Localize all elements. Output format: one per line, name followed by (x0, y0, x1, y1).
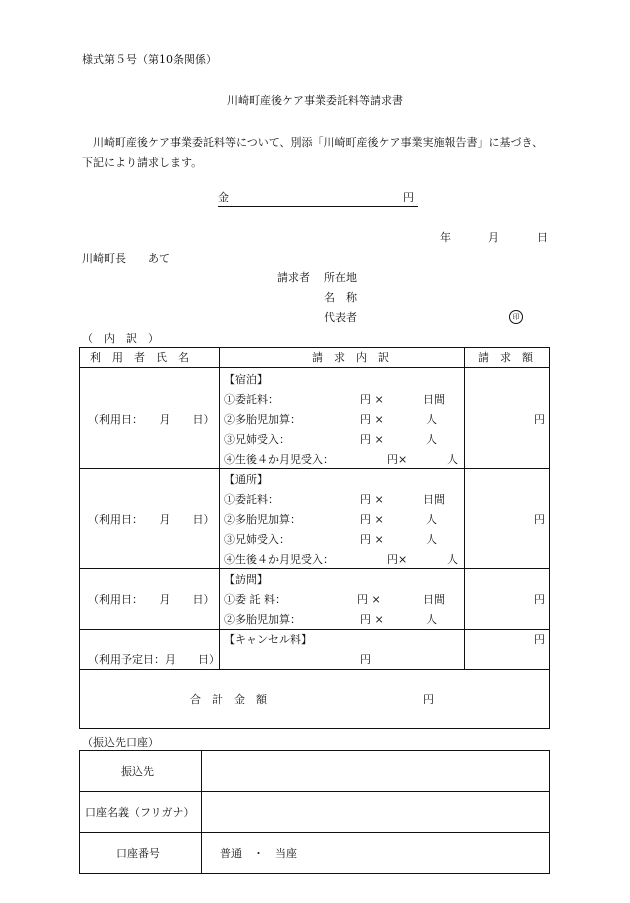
amount-prefix: 金 (218, 191, 229, 204)
visit-line-label: ①委 託 料： (224, 593, 286, 606)
daycare-infant-rate: 円× (387, 553, 408, 566)
header-breakdown: 請 求 内 訳 (312, 351, 389, 364)
daycare-line-label: ①委託料： (224, 493, 279, 506)
visit-line-rate: 円 × (357, 593, 381, 606)
amount-line[interactable] (218, 192, 418, 207)
daycare-infant-label: ④生後４か月児受入： (224, 553, 334, 566)
cancel-amount-yen: 円 (534, 633, 545, 646)
account-holder-field[interactable] (204, 793, 548, 831)
cancel-usage-date: （利用予定日：月 日） (88, 653, 220, 666)
daycare-line-label: ②多胎児加算： (224, 513, 301, 526)
usage-date: （利用日： 月 日） (88, 593, 215, 606)
intro-text: 川崎町産後ケア事業委託料等について、別添「川崎町産後ケア事業実施報告書」に基づき、下記により請求します。 (82, 136, 544, 169)
header-amount: 請 求 額 (478, 351, 533, 364)
seal-mark: 印 (509, 310, 523, 324)
stay-line-unit: 人 (426, 413, 437, 426)
stay-line-unit: 日間 (423, 393, 445, 406)
visit-line-unit: 人 (426, 613, 437, 626)
visit-line-rate: 円 × (360, 613, 384, 626)
section-title-cancel: 【キャンセル料】 (224, 633, 312, 646)
daycare-line-rate: 円 × (360, 513, 384, 526)
date-month: 月 (488, 231, 499, 244)
bank-name-field[interactable] (204, 752, 548, 790)
stay-line-unit: 人 (426, 433, 437, 446)
address-label: 所在地 (324, 271, 357, 284)
bank-row-label: 口座名義（フリガナ） (85, 806, 195, 819)
stay-line-label: ③兄姉受入： (224, 433, 290, 446)
form-number: 様式第５号（第10条関係） (82, 53, 217, 66)
bank-row-label: 口座番号 (116, 847, 160, 860)
daycare-line-unit: 日間 (423, 493, 445, 506)
daycare-line-unit: 人 (426, 533, 437, 546)
usage-date: （利用日： 月 日） (88, 513, 215, 526)
stay-line-label: ①委託料： (224, 393, 279, 406)
name-label: 名 称 (324, 291, 357, 304)
breakdown-label: （ 内 訳 ） (82, 332, 159, 345)
stay-infant-label: ④生後４か月児受入： (224, 453, 334, 466)
account-type-options[interactable]: 普通 ・ 当座 (220, 847, 297, 860)
visit-line-label: ②多胎児加算： (224, 613, 301, 626)
stay-amount-yen: 円 (534, 413, 545, 426)
cancel-yen: 円 (360, 653, 371, 666)
stay-line-rate: 円 × (360, 433, 384, 446)
total-yen: 円 (423, 693, 434, 706)
daycare-line-rate: 円 × (360, 533, 384, 546)
total-label: 合 計 金 額 (190, 693, 267, 706)
stay-line-rate: 円 × (360, 413, 384, 426)
stay-infant-unit: 人 (447, 453, 458, 466)
visit-amount-yen: 円 (534, 593, 545, 606)
section-title-stay: 【宿泊】 (224, 373, 268, 386)
document-title: 川崎町産後ケア事業委託料等請求書 (227, 94, 403, 107)
usage-date: （利用日： 月 日） (88, 413, 215, 426)
requester-label: 請求者 (277, 271, 310, 284)
daycare-line-unit: 人 (426, 513, 437, 526)
addressee: 川崎町長 あて (82, 252, 170, 265)
section-title-visit: 【訪問】 (224, 573, 268, 586)
daycare-line-rate: 円 × (360, 493, 384, 506)
daycare-infant-unit: 人 (447, 553, 458, 566)
bank-label: （振込先口座） (82, 736, 159, 749)
bank-row-label: 振込先 (121, 765, 154, 778)
representative-label: 代表者 (324, 311, 357, 324)
visit-line-unit: 日間 (423, 593, 445, 606)
date-year: 年 (440, 231, 451, 244)
stay-infant-rate: 円× (387, 453, 408, 466)
section-title-daycare: 【通所】 (224, 473, 268, 486)
date-day: 日 (537, 231, 548, 244)
daycare-amount-yen: 円 (534, 513, 545, 526)
stay-line-label: ②多胎児加算： (224, 413, 301, 426)
header-user-name: 利 用 者 氏 名 (90, 351, 189, 364)
amount-unit: 円 (403, 191, 414, 204)
daycare-line-label: ③兄姉受入： (224, 533, 290, 546)
stay-line-rate: 円 × (360, 393, 384, 406)
